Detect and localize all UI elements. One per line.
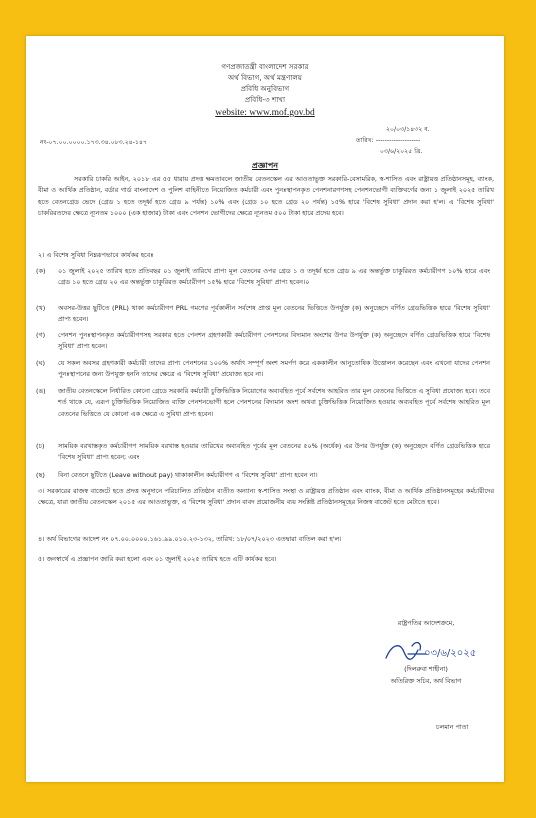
item-text: বিনা বেতনে ছুটিতে (Leave without pay) থাকাকালীন কর্মচারীগণ এ 'বিশেষ সুবিধা' প্রাপ্য হবেন না। [58,471,318,479]
item-label: (ঘ) [36,359,45,367]
signatory-designation: অতিরিক্ত সচিব, অর্থ বিভাগ [390,677,462,685]
header-division: অর্থ বিভাগ, অর্থ মন্ত্রণালয় [227,73,303,82]
document-page [26,36,504,782]
signature-order-line: রাষ্ট্রপতির আদেশক্রমে, [397,619,455,627]
item-label: (চ) [36,442,45,450]
date-english: ০৩/৬/২০২৫ খ্রি. [380,148,423,155]
clause-4: ৪। অর্থ বিভাগের আদেশ নং ০৭.০০.০০০০.১৬১.৯৯.০১০.২৩-১৩২, তারিখ: ১৮/০৭/২০২৩ এতদ্বারা বাতিল করা হ'ল। [38,535,342,543]
date-bangla: ২০/০৩/১৪৩২ ব. [386,126,430,133]
item-text: পেনশন পুনঃস্থাপনকৃত কর্মচারীগণসহ সরকার হতে পেনশন গ্রহণকারী কর্মচারীগণ পেনশনের বিদ্যমান অংশের উপর উপর্যুক্ত (ক) অনুচ্ছেদে বর্ণিত গ্রেডভিত্তিক হারে 'বিশেষ সুবিধা' প্রাপ্য হবেন। [58,331,490,351]
header-government: গণপ্রজাতন্ত্রী বাংলাদেশ সরকার [221,62,309,71]
item-text: অবসর-উত্তর ছুটিতে (PRL) থাকা কর্মচারীগণ PRL গমণের পূর্বকালীন সর্বশেষ প্রাপ্ত মূল বেতনের ভিত্তিতে উপর্যুক্ত (ক) অনুচ্ছেদে বর্ণিত গ্রেডভিত্তিক হারে 'বিশেষ সুবিধা' প্রাপ্য হবেন। [58,304,490,324]
intro-paragraph: সরকারি চাকরি আইন, ২০১৮ এর ৫৫ ধারায় প্রদত্ত ক্ষমতাবলে জাতীয় বেতনস্কেল এর আওতাভুক্ত সরকারি-বেসামরিক, স্ব-শাসিত এবং রাষ্ট্রায়ত্ত প্রতিষ্ঠানসমূহ, ব্যাংক, বীমা ও আর্থিক প্রতিষ্ঠান, বর্ডার গার্ড বাংলাদেশ ও পুলিশ বাহিনীতে নিয়োজিত কর্মচারী এবং পুনঃস্থাপনকৃত পেনশনারগণসহ পেনশনভোগী ব্যক্তিবর্গের জন্য ১ জুলাই ২০২৫ তারিখ হতে বেতনগ্রেড ভেদে (গ্রেড ১ হতে তদূর্ধ্ব হতে গ্রেড ৯ পর্যন্ত) ১০% এবং (গ্রেড ১০ হতে গ্রেড ২০ পর্যন্ত) ১৫% হারে 'বিশেষ সুবিধা' প্রদান করা হ'ল। এ 'বিশেষ সুবিধা' চাকরিরতদের ক্ষেত্রে ন্যূনতম ১০০০ (এক হাজার) টাকা এবং পেনশন ভোগীদের ক্ষেত্রে ন্যূনতম ৫০০ টাকা হারে প্রদেয় হবে। [38,175,494,218]
header-wing: প্রবিধি অনুবিভাগ [240,84,290,93]
memo-number: নং-০৭.০০.০০০০.১৭৩.৩৪.০৮৩.২৪-১৪৭ [40,139,148,146]
header-section: প্রবিধি-৩ শাখা [244,95,286,104]
clause-3: ৩। সরকারের রাজস্ব বাজেটে হতে প্রদত্ত অনুদানে পরিচালিত প্রতিষ্ঠান ব্যতীত অন্যান্য স্ব-শাসিত সংস্থা ও রাষ্ট্রায়ত্ত প্রতিষ্ঠান এবং ব্যাংক, বীমা ও আর্থিক প্রতিষ্ঠানসমূহের কর্মচারীদের ক্ষেত্রে, যারা জাতীয় বেতনস্কেল ২০১৫ এর আওতাভুক্ত, এ 'বিশেষ সুবিধা' প্রদান বাবদ প্রয়োজনীয় ব্যয় সংশ্লিষ্ট প্রতিষ্ঠানসমূহের নিজস্ব বাজেট হতে মেটাতে হবে। [38,487,494,507]
item-text: ০১ জুলাই ২০২৫ তারিখ হতে প্রতিবছর ০১ জুলাই তারিখে প্রাপ্য মূল বেতনের ওপর গ্রেড ১ ও তদূর্ধ্ব হতে গ্রেড ৯ এর অন্তর্ভুক্ত চাকুরিরত কর্মচারীগণ ১০% হারে এবং গ্রেড ১০ হতে গ্রেড ২০ এর অন্তর্ভুক্ত চাকুরিরত কর্মচারীগণ ১৫% হারে 'বিশেষ সুবিধা' প্রাপ্য হবেন।০ [58,267,490,287]
clause-2-heading: ২। এ বিশেষ সুবিধা নিম্নরূপভাবে কার্যকর হবেঃ [38,251,154,259]
item-label: (ছ) [36,471,45,479]
item-label: (গ) [36,331,46,339]
signature-date-handwritten: ০৩/৬/২০২৫ [424,648,477,659]
item-label: (ঙ) [36,387,46,395]
page-title: প্রজ্ঞাপন [251,161,279,170]
continued-footer: চলমান পাতা [436,723,469,731]
clause-5: ৫। জনস্বার্থে এ প্রজ্ঞাপন জারি করা হলো এবং ০১ জুলাই ২০২৫ তারিখ হতে এটি কার্যকর হবে। [38,555,277,563]
item-text: যে সকল অবসর গ্রহণকারী কর্মচারী তাদের প্রাপ্য পেনশনের ১০০% অর্থাৎ সম্পূর্ণ অংশ সমর্পণ করে এককালীন আনুতোষিক উত্তোলন করেছেন এবং এখনো যাদের পেনশন পুনঃস্থাপনের জন্য উপযুক্ত হননি তাদের ক্ষেত্রে এ 'বিশেষ সুবিধা' প্রযোজ্য হবে না। [58,359,490,379]
handwritten-signature [382,636,492,666]
date-label: তারিখ: -------------------- [356,137,421,144]
website-link[interactable]: website: www.mof.gov.bd [215,108,315,118]
item-text: সাময়িক বরখাস্তকৃত কর্মচারীগণ সাময়িক বরখাস্ত হওয়ার তারিখের অব্যবহিত পূর্বের মূল বেতনের ৫০% (অর্ধেক) এর উপর উপর্যুক্ত (ক) অনুচ্ছেদে বর্ণিত গ্রেডভিত্তিক হারে 'বিশেষ সুবিধা' প্রাপ্য হবেন; এবং [58,442,490,462]
item-text: জাতীয় বেতনস্কেলে নির্ধারিত কোনো গ্রেডে সরকারি কর্মচারী চুক্তিভিত্তিক নিয়োগের অব্যবহিত পূর্বে সর্বশেষ আহরিত তার মূল বেতনের ভিত্তিতে এ সুবিধা প্রযোজ্য হবে। তবে শর্ত থাকে যে, এরূপ চুক্তিভিত্তিক নিয়োজিত ব্যক্তি পেনশনভোগী হলে পেনশনের বিদ্যমান অংশ অথবা চুক্তিভিত্তিক নিয়োজিত হওয়ার অব্যবহিত পূর্বে সর্বশেষ আহরিত মূল বেতনের ভিত্তিতে যে কোনো এক ক্ষেত্রে এ সুবিধা প্রাপ্য হবেন। [58,387,490,418]
item-label: (ক) [36,267,46,275]
item-label: (খ) [36,304,46,312]
signatory-name: (দিলরুবা শাহীনা) [404,665,448,673]
